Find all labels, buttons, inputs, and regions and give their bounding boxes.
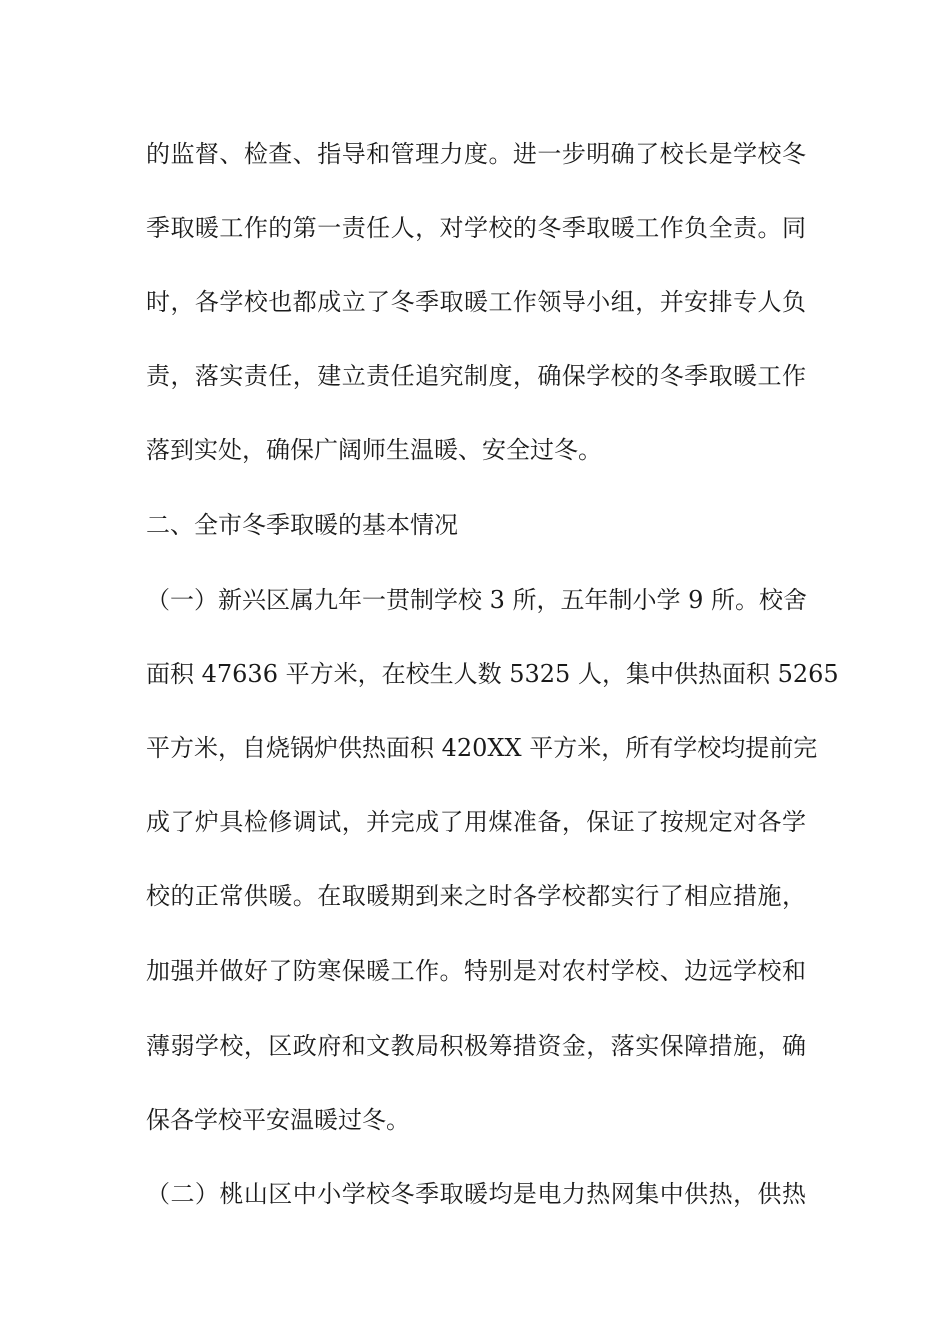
text-line: （二）桃山区中小学校冬季取暖均是电力热网集中供热，供热 [146, 1180, 806, 1208]
text-line: （一）新兴区属九年一贯制学校 3 所，五年制小学 9 所。校舍 [146, 586, 808, 614]
section-heading: 二、全市冬季取暖的基本情况 [146, 511, 458, 539]
text-line: 平方米，自烧锅炉供热面积 420XX 平方米，所有学校均提前完 [146, 734, 818, 762]
text-line: 的监督、检查、指导和管理力度。进一步明确了校长是学校冬 [146, 140, 806, 168]
text-line: 责，落实责任，建立责任追究制度，确保学校的冬季取暖工作 [146, 362, 806, 390]
text-line: 落到实处，确保广阔师生温暖、安全过冬。 [146, 436, 602, 464]
text-line: 季取暖工作的第一责任人，对学校的冬季取暖工作负全责。同 [146, 214, 806, 242]
text-line: 保各学校平安温暖过冬。 [146, 1106, 410, 1134]
text-line: 校的正常供暖。在取暖期到来之时各学校都实行了相应措施， [146, 882, 806, 910]
text-line: 面积 47636 平方米，在校生人数 5325 人，集中供热面积 5265 [146, 660, 839, 688]
text-line: 成了炉具检修调试，并完成了用煤准备，保证了按规定对各学 [146, 808, 806, 836]
text-line: 时，各学校也都成立了冬季取暖工作领导小组，并安排专人负 [146, 288, 806, 316]
text-line: 薄弱学校，区政府和文教局积极筹措资金，落实保障措施，确 [146, 1032, 806, 1060]
text-line: 加强并做好了防寒保暖工作。特别是对农村学校、边远学校和 [146, 957, 806, 985]
